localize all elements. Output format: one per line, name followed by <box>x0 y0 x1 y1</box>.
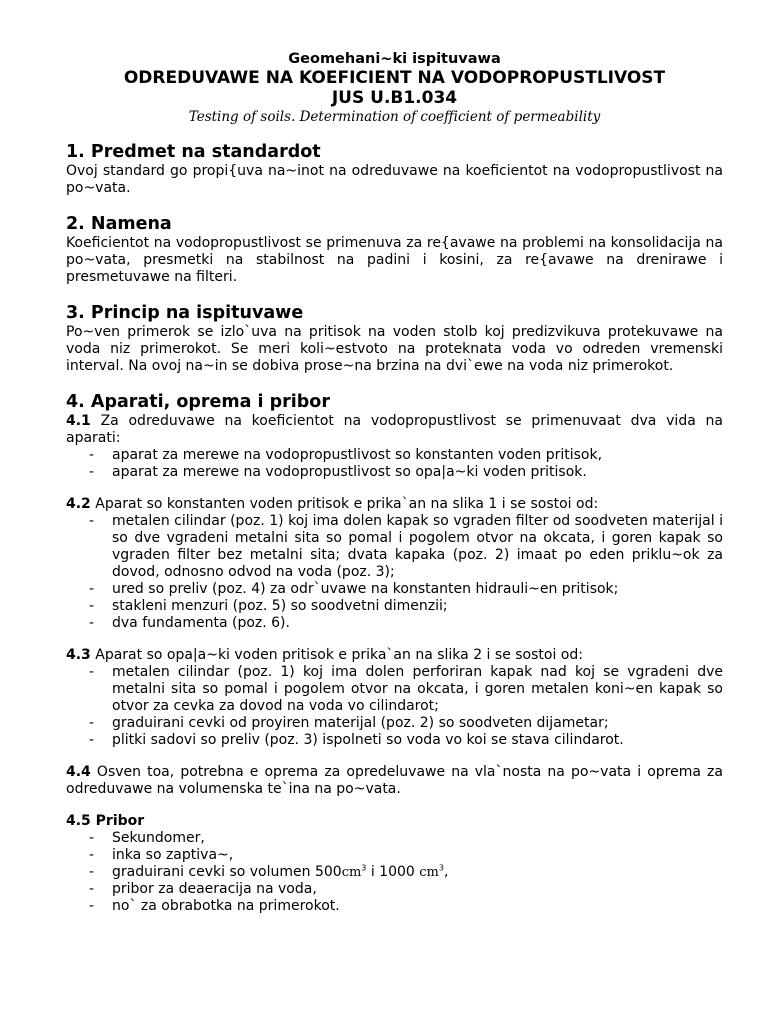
list-dash: - <box>89 830 95 846</box>
paragraph-4-2 <box>66 496 723 632</box>
section-1-text: Ovoj standard go propi{uva na~inot na odreduvawe na koeficientot na vodopropustlivost na po~vata. <box>66 163 723 196</box>
list-dash: - <box>89 864 95 880</box>
unit-cm: cm <box>419 865 439 880</box>
list-item-text: Sekundomer, <box>112 830 205 846</box>
paragraph-4-4-text <box>66 764 723 798</box>
paragraph-4-3 <box>66 647 723 749</box>
list-item-text: stakleni menzuri (poz. 5) so soodvetni dimenzii; <box>112 598 448 614</box>
unit-exponent: 3 <box>361 863 367 873</box>
list-dash: - <box>89 715 95 731</box>
paragraph-body: Za odreduvawe na koeficientot na vodopropustlivost se primenuvaat dva vida na aparati: <box>66 413 723 446</box>
document-page <box>66 50 723 915</box>
list-item <box>66 864 723 881</box>
list-item <box>66 447 723 464</box>
list-item-text: graduirani cevki od proyiren materijal (poz. 2) so soodveten dijametar; <box>112 715 609 731</box>
paragraph-body: Aparat so konstanten voden pritisok e prika`an na slika 1 i se sostoi od: <box>90 496 599 512</box>
paragraph-4-5-heading <box>66 813 723 830</box>
list-4-3 <box>66 664 723 749</box>
list-item-text: no` za obrabotka na primerokot. <box>112 898 340 914</box>
list-item-text: aparat za merewe na vodopropustlivost so opa|a~ki voden pritisok. <box>112 464 587 480</box>
document-category: Geomehani~ki ispituvawa <box>288 51 501 67</box>
list-dash: - <box>89 881 95 897</box>
unit-exponent: 3 <box>438 863 444 873</box>
section-3 <box>66 302 723 375</box>
list-item <box>66 581 723 598</box>
section-1 <box>66 141 723 197</box>
paragraph-number: 4.3 <box>66 647 91 663</box>
paragraph-4-3-text <box>66 647 723 664</box>
paragraph-heading: 4.5 Pribor <box>66 813 145 829</box>
list-dash: - <box>89 581 95 597</box>
section-3-heading: 3. Princip na ispituvawe <box>66 303 304 323</box>
list-dash: - <box>89 513 95 529</box>
paragraph-body: Osven toa, potrebna e oprema za opredeluvawe na vla`nosta na po~vata i oprema za odreduvawe na volumenska te`ina na po~vata. <box>66 764 723 797</box>
paragraph-4-4 <box>66 764 723 798</box>
list-dash: - <box>89 598 95 614</box>
section-1-heading: 1. Predmet na standardot <box>66 142 321 162</box>
list-item-text: aparat za merewe na vodopropustlivost so konstanten voden pritisok, <box>112 447 603 463</box>
list-item <box>66 664 723 715</box>
list-item <box>66 847 723 864</box>
list-item <box>66 881 723 898</box>
list-item <box>66 898 723 915</box>
unit-cm: cm <box>341 865 362 880</box>
paragraph-4-1-text <box>66 413 723 447</box>
list-item <box>66 830 723 847</box>
list-item <box>66 513 723 581</box>
list-item <box>66 715 723 732</box>
paragraph-4-1 <box>66 413 723 481</box>
list-item-text: i 1000 <box>366 864 420 880</box>
standard-code: JUS U.B1.034 <box>331 88 458 108</box>
list-item-text: dva fundamenta (poz. 6). <box>112 615 290 631</box>
list-dash: - <box>89 664 95 680</box>
list-item <box>66 598 723 615</box>
list-item-text: metalen cilindar (poz. 1) koj ima dolen kapak so vgraden filter od soodveten materijal i so dve vgradeni metalni sita so pomal i pogolem otvor na okcata, i goren kapak so vgraden filter bez metalni sita; dvata kapaka (poz. 2) imaat po eden priklu~ok za dovod, odnosno odvod na voda (poz. 3); <box>112 513 723 580</box>
paragraph-number: 4.1 <box>66 413 91 429</box>
list-4-2 <box>66 513 723 632</box>
list-item-text: plitki sadovi so preliv (poz. 3) ispolneti so voda vo koi se stava cilindarot. <box>112 732 624 748</box>
list-item-text: ured so preliv (poz. 4) za odr`uvawe na konstanten hidrauli~en pritisok; <box>112 581 619 597</box>
section-4 <box>66 391 723 915</box>
paragraph-number: 4.4 <box>66 764 91 780</box>
list-4-1 <box>66 447 723 481</box>
english-title: Testing of soils. Determination of coefficient of permeability <box>188 109 601 125</box>
list-item-text: inka so zaptiva~, <box>112 847 234 863</box>
document-title: ODREDUVAWE NA KOEFICIENT NA VODOPROPUSTLIVOST <box>123 68 666 88</box>
section-3-text: Po~ven primerok se izlo`uva na pritisok na voden stolb koj predizvikuva protekuvawe na voda niz primerokot. Se meri koli~estvoto na proteknata voda vo odreden vremenski interval. Na ovoj na~in se dobiva prose~na brzina na dvi`ewe na voda niz primerokot. <box>66 324 723 374</box>
list-item <box>66 732 723 749</box>
list-item <box>66 464 723 481</box>
list-item-text: , <box>443 864 449 880</box>
list-dash: - <box>89 615 95 631</box>
list-4-5 <box>66 830 723 915</box>
section-4-heading: 4. Aparati, oprema i pribor <box>66 392 330 412</box>
paragraph-body: Aparat so opa|a~ki voden pritisok e prika`an na slika 2 i se sostoi od: <box>90 647 583 663</box>
list-dash: - <box>89 847 95 863</box>
paragraph-4-2-text <box>66 496 723 513</box>
paragraph-4-5 <box>66 813 723 915</box>
list-item-text: graduirani cevki so volumen 500 <box>112 864 342 880</box>
list-dash: - <box>89 898 95 914</box>
list-item-text: pribor za deaeracija na voda, <box>112 881 317 897</box>
section-2-heading: 2. Namena <box>66 214 172 234</box>
list-dash: - <box>89 447 95 463</box>
paragraph-number: 4.2 <box>66 496 91 512</box>
section-2-text: Koeficientot na vodopropustlivost se primenuva za re{avawe na problemi na konsolidacija na po~vata, presmetki na stabilnost na padini i kosini, za re{avawe na drenirawe i presmetuvawe na filteri. <box>66 235 723 285</box>
section-2 <box>66 213 723 286</box>
list-item-text: metalen cilindar (poz. 1) koj ima dolen perforiran kapak nad koj se vgradeni dve metalni sita so pomal i pogolem otvor na okcata, i goren metalen koni~en kapak so otvor za cevka za dovod na voda vo cilindarot; <box>112 664 723 714</box>
list-dash: - <box>89 464 95 480</box>
list-item <box>66 615 723 632</box>
list-dash: - <box>89 732 95 748</box>
